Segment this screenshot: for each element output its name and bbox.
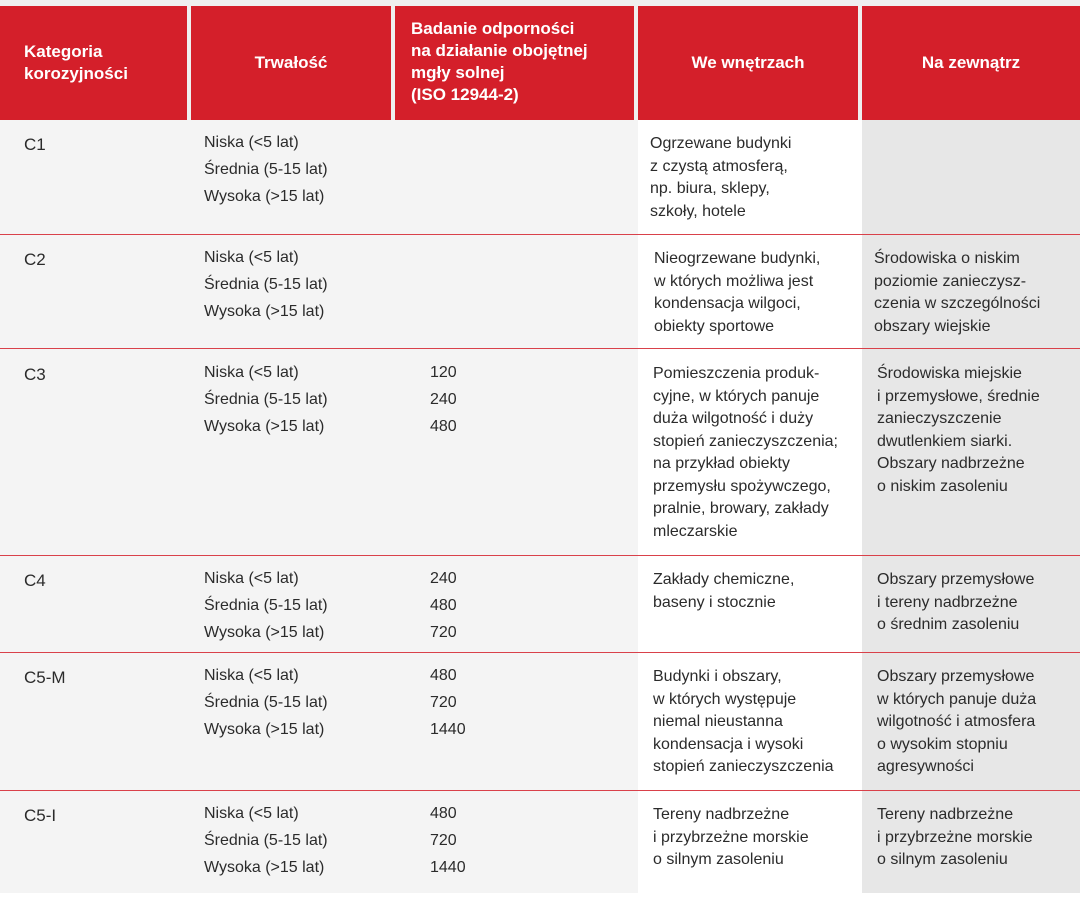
- row-category: C5-M: [24, 668, 66, 687]
- row-divider: [0, 234, 1080, 235]
- row-test-hours: 120 240 480: [430, 364, 457, 435]
- row-divider: [0, 348, 1080, 349]
- row-durability: Niska (<5 lat) Średnia (5-15 lat) Wysoka (>15 lat): [204, 570, 328, 641]
- row-indoor: Budynki i obszary, w których występuje niemal nieustanna kondensacja i wysoki stopień zanieczyszczenia: [653, 668, 834, 775]
- row-category: C2: [24, 250, 46, 269]
- row-indoor: Nieogrzewane budynki, w których możliwa jest kondensacja wilgoci, obiekty sportowe: [654, 250, 821, 335]
- row-category: C3: [24, 365, 46, 384]
- header-test: Badanie odporności na działanie obojętnej mgły solnej (ISO 12944-2): [395, 6, 634, 120]
- row-divider: [0, 652, 1080, 653]
- row-durability: Niska (<5 lat) Średnia (5-15 lat) Wysoka (>15 lat): [204, 134, 328, 205]
- row-test-hours: 480 720 1440: [430, 805, 466, 876]
- row-test-hours: 240 480 720: [430, 570, 457, 641]
- row-divider: [0, 555, 1080, 556]
- row-test-hours: 480 720 1440: [430, 667, 466, 738]
- row-durability: Niska (<5 lat) Średnia (5-15 lat) Wysoka (>15 lat): [204, 667, 328, 738]
- row-durability: Niska (<5 lat) Średnia (5-15 lat) Wysoka (>15 lat): [204, 249, 328, 320]
- row-outdoor: Środowiska o niskim poziomie zanieczysz- czenia w szczególności obszary wiejskie: [874, 250, 1041, 335]
- row-indoor: Zakłady chemiczne, baseny i stocznie: [653, 571, 795, 611]
- row-durability: Niska (<5 lat) Średnia (5-15 lat) Wysoka (>15 lat): [204, 364, 328, 435]
- row-divider: [0, 790, 1080, 791]
- row-durability: Niska (<5 lat) Średnia (5-15 lat) Wysoka (>15 lat): [204, 805, 328, 876]
- header-category: Kategoria korozyjności: [0, 6, 187, 120]
- row-indoor: Tereny nadbrzeżne i przybrzeżne morskie o silnym zasoleniu: [653, 806, 809, 868]
- header-indoor: We wnętrzach: [638, 6, 858, 120]
- row-outdoor: Obszary przemysłowe w których panuje duża wilgotność i atmosfera o wysokim stopniu agresywności: [877, 668, 1037, 775]
- row-category: C4: [24, 571, 46, 590]
- row-category: C5-I: [24, 806, 57, 825]
- header-outdoor: Na zewnątrz: [862, 6, 1080, 120]
- header-durability: Trwałość: [191, 6, 391, 120]
- row-outdoor: Obszary przemysłowe i tereny nadbrzeżne o średnim zasoleniu: [877, 571, 1035, 633]
- row-indoor: Pomieszczenia produk- cyjne, w których panuje duża wilgotność i duży stopień zanieczyszczenia; na przykład obiekty przemysłu spożywczego, pralnie, browary, zakłady mleczarskie: [653, 365, 838, 540]
- col-bg-category: [0, 120, 187, 893]
- row-outdoor: Środowiska miejskie i przemysłowe, średnie zanieczyszczenie dwutlenkiem siarki. Obszary nadbrzeżne o niskim zasoleniu: [877, 365, 1040, 495]
- col-bg-middle: [187, 120, 638, 893]
- row-category: C1: [24, 135, 46, 154]
- row-outdoor: Tereny nadbrzeżne i przybrzeżne morskie o silnym zasoleniu: [877, 806, 1033, 868]
- row-indoor: Ogrzewane budynki z czystą atmosferą, np. biura, sklepy, szkoły, hotele: [650, 135, 792, 220]
